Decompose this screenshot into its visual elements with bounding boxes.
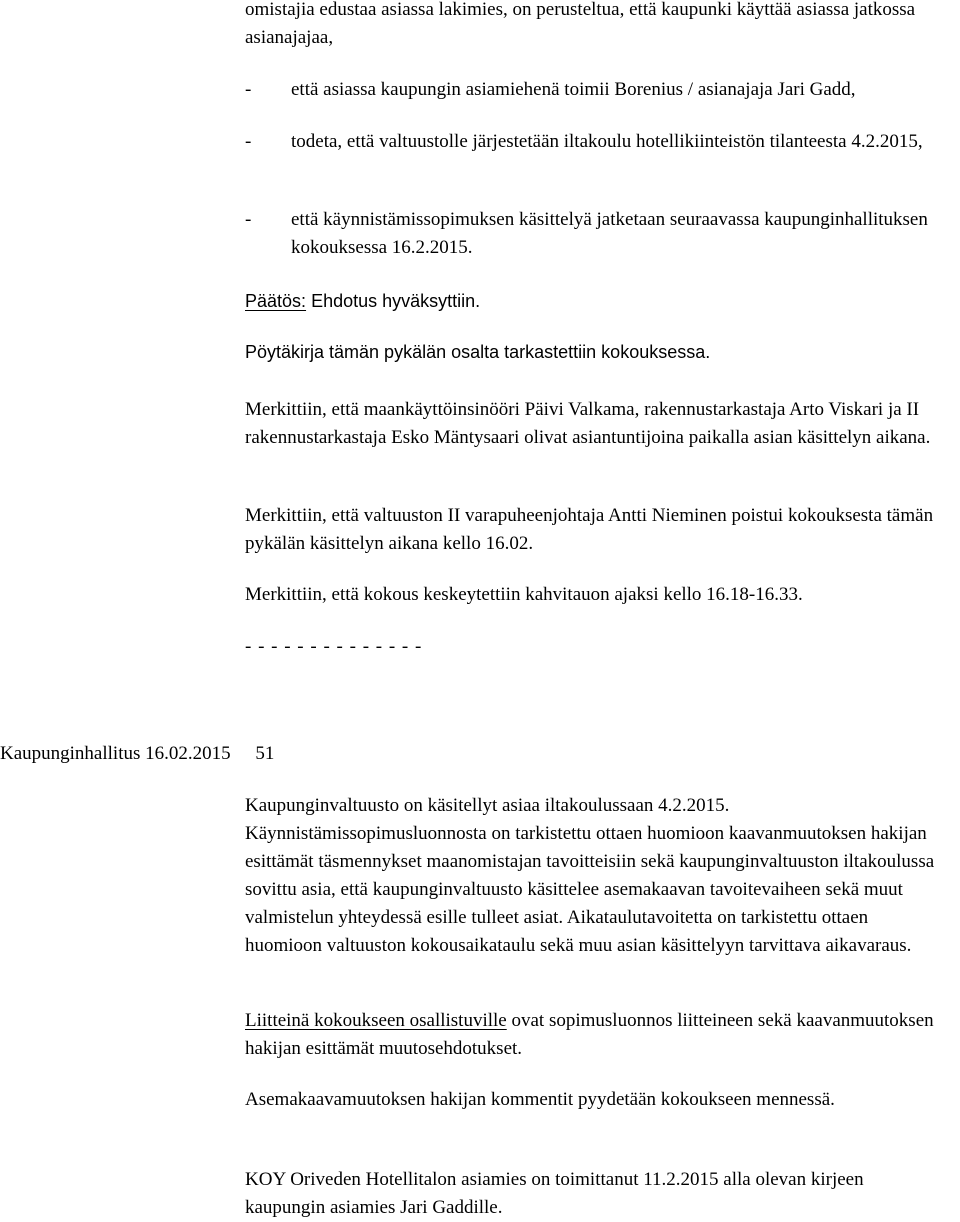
section-heading — [0, 740, 274, 768]
bullet-dash: - — [245, 79, 252, 100]
decision-label: Päätös: — [245, 291, 307, 311]
bullet-text: että käynnistämissopimuksen käsittelyä jatketaan seuraavassa kaupunginhallituksen kokouksessa 16.2.2015. — [291, 209, 928, 258]
koy-paragraph: KOY Oriveden Hotellitalon asiamies on toimittanut 11.2.2015 alla olevan kirjeen kaupungin asiamies Jari Gaddille. — [245, 1169, 864, 1218]
section-number: 51 — [255, 743, 275, 764]
attachments-label: Liitteinä kokoukseen osallistuville — [245, 1010, 507, 1031]
minutes-note: Pöytäkirja tämän pykälän osalta tarkastettiin kokouksessa. — [245, 342, 711, 362]
continuation-paragraph: omistajia edustaa asiassa lakimies, on perusteltua, että kaupunki käyttää asiassa jatkossa asianajajaa, — [245, 0, 916, 48]
section-title: Kaupunginhallitus 16.02.2015 — [0, 743, 231, 764]
bullet-text: että asiassa kaupungin asiamiehenä toimii Borenius / asianajaja Jari Gadd, — [291, 79, 856, 100]
bullet-text: todeta, että valtuustolle järjestetään iltakoulu hotellikiinteistön tilanteesta 4.2.2015, — [291, 131, 923, 152]
body-paragraph: Kaupunginvaltuusto on käsitellyt asiaa iltakoulussaan 4.2.2015. Käynnistämissopimusluonnosta on tarkistettu ottaen huomioon kaavanmuutoksen hakijan esittämät täsmennykset maanomistajan tavoitteisiin sekä kaupunginvaltuuston iltakoulussa sovittu asia, että kaupunginvaltuusto käsittelee asemakaavan tavoitevaiheen sekä muut valmistelun yhteydessä esille tulleet asiat. Aikataulutavoitetta on tarkistettu ottaen huomioon valtuuston kokousaikataulu sekä muu asian käsittelyyn tarvittava aikavaraus. — [245, 795, 935, 956]
note-paragraph: Merkittiin, että valtuuston II varapuheenjohtaja Antti Nieminen poistui kokouksesta tämän pykälän käsittelyn aikana kello 16.02. — [245, 505, 934, 554]
note-paragraph: Merkittiin, että maankäyttöinsinööri Päivi Valkama, rakennustarkastaja Arto Viskari ja II rakennustarkastaja Esko Mäntysaari olivat asiantuntijoina paikalla asian käsittelyn aikana. — [245, 399, 931, 448]
bullet-dash: - — [245, 209, 252, 230]
attachments-text: ovat sopimusluonnos liitteineen sekä kaavanmuutoksen hakijan esittämät muutosehdotukset. — [245, 1010, 934, 1059]
comments-paragraph: Asemakaavamuutoksen hakijan kommentit pyydetään kokoukseen mennessä. — [245, 1089, 835, 1110]
decision-text: Ehdotus hyväksyttiin. — [311, 291, 481, 311]
attachments-paragraph — [245, 1007, 935, 1063]
section-separator: - - - - - - - - - - - - - - — [245, 636, 423, 657]
bullet-dash: - — [245, 131, 252, 152]
note-paragraph: Merkittiin, että kokous keskeytettiin kahvitauon ajaksi kello 16.18-16.33. — [245, 584, 803, 605]
decision-line — [245, 287, 935, 315]
